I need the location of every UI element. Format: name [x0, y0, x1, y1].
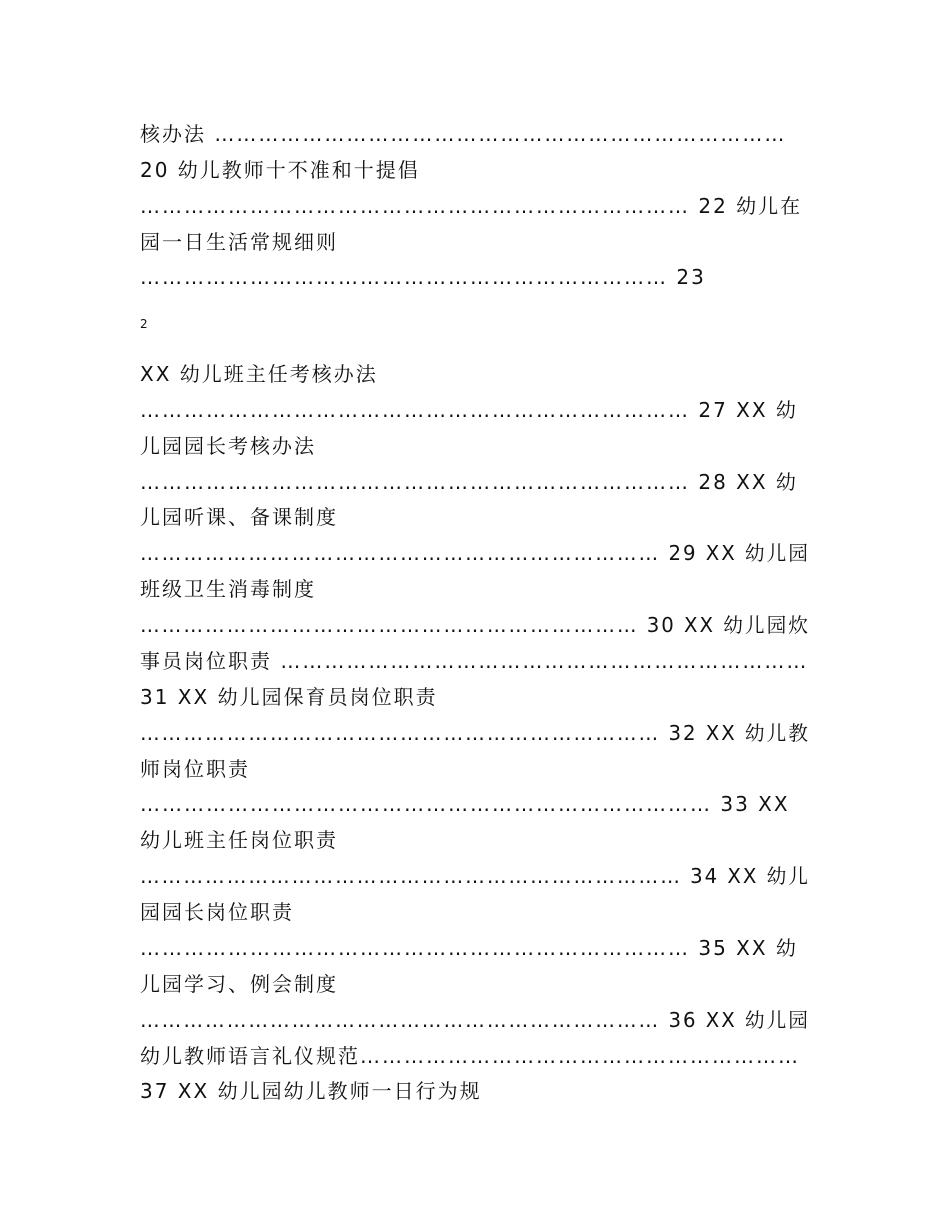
toc-line: …………………………………………………………………… 33 XX [140, 792, 790, 816]
toc-line: 儿园听课、备课制度 [140, 505, 338, 529]
toc-line: 核办法 …………………………………………………………………… [140, 122, 787, 146]
page-number: 2 [140, 317, 148, 331]
toc-line: ………………………………………………………………… 22 幼儿在 [140, 194, 803, 218]
toc-line: …………………………………………………………… 30 XX 幼儿园炊 [140, 613, 810, 637]
toc-line: 幼儿班主任岗位职责 [140, 828, 338, 852]
toc-line: ………………………………………………………………… 34 XX 幼儿 [140, 864, 810, 888]
toc-line: 师岗位职责 [140, 757, 250, 781]
toc-line: 园园长岗位职责 [140, 900, 294, 924]
toc-line: 31 XX 幼儿园保育员岗位职责 [140, 685, 438, 709]
toc-line: XX 幼儿班主任考核办法 [140, 362, 378, 386]
toc-line: 事员岗位职责 ……………………………………………………………… [140, 649, 809, 673]
toc-line: 幼儿教师语言礼仪规范…………………………………………………… [140, 1044, 800, 1068]
toc-line: ……………………………………………………………… 36 XX 幼儿园 [140, 1008, 810, 1032]
toc-line: 20 幼儿教师十不准和十提倡 [140, 158, 420, 182]
toc-line: ………………………………………………………………… 28 XX 幼 [140, 470, 798, 494]
toc-line: 园一日生活常规细则 [140, 230, 338, 254]
toc-line: 儿园园长考核办法 [140, 434, 316, 458]
toc-line: ……………………………………………………………… 23 [140, 265, 706, 289]
toc-line: ……………………………………………………………… 29 XX 幼儿园 [140, 541, 810, 565]
toc-line: ……………………………………………………………… 32 XX 幼儿教 [140, 721, 810, 745]
toc-line: ………………………………………………………………… 27 XX 幼 [140, 398, 798, 422]
toc-line: 儿园学习、例会制度 [140, 972, 338, 996]
toc-line: ………………………………………………………………… 35 XX 幼 [140, 936, 798, 960]
toc-line: 班级卫生消毒制度 [140, 577, 316, 601]
toc-line: 37 XX 幼儿园幼儿教师一日行为规 [140, 1079, 482, 1103]
